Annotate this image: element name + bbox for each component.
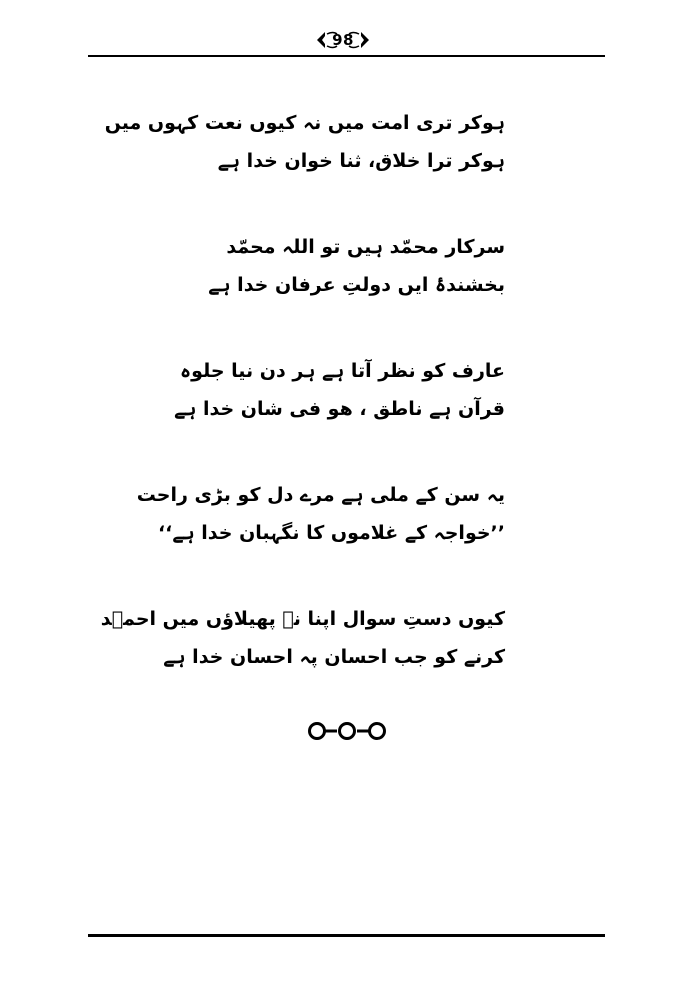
verse-line: عارف کو نظر آتا ہے ہر دن نیا جلوہ (180, 360, 505, 382)
verse-line: کیوں دستِ سوال اپنا نہ پھیلاؤں میں احمؔد (100, 608, 505, 630)
footer-rule (88, 934, 605, 937)
page-number-badge (313, 27, 373, 53)
stanza-2 (150, 228, 550, 304)
verse-line: سرکار محمّد ہیں تو اللہ محمّد (226, 236, 505, 258)
verse-line: بخشندۂ ایں دولتِ عرفان خدا ہے (208, 274, 505, 296)
verse-line: قرآن ہے ناطق ، ھو فی شان خدا ہے (174, 398, 505, 420)
three-circles-ornament-icon (306, 720, 388, 742)
stanza-1 (104, 104, 550, 180)
verse-line: ’’خواجہ کے غلاموں کا نگہبان خدا ہے‘‘ (157, 522, 505, 544)
stanza-3 (150, 352, 550, 428)
verse-line: کرنے کو جب احسان پہ احسان خدا ہے (163, 646, 505, 668)
verse-line: ہوکر تری امت میں نہ کیوں نعت کہوں میں (104, 112, 505, 134)
page-number: 98 (332, 31, 354, 49)
verse-line: ہوکر ترا خلاق، ثنا خوان خدا ہے (217, 150, 505, 172)
poem (100, 104, 550, 724)
verse-line: یہ سن کے ملی ہے مرے دل کو بڑی راحت (136, 484, 505, 506)
stanza-5 (100, 600, 550, 676)
stanza-4 (136, 476, 550, 552)
header-rule (88, 55, 605, 57)
